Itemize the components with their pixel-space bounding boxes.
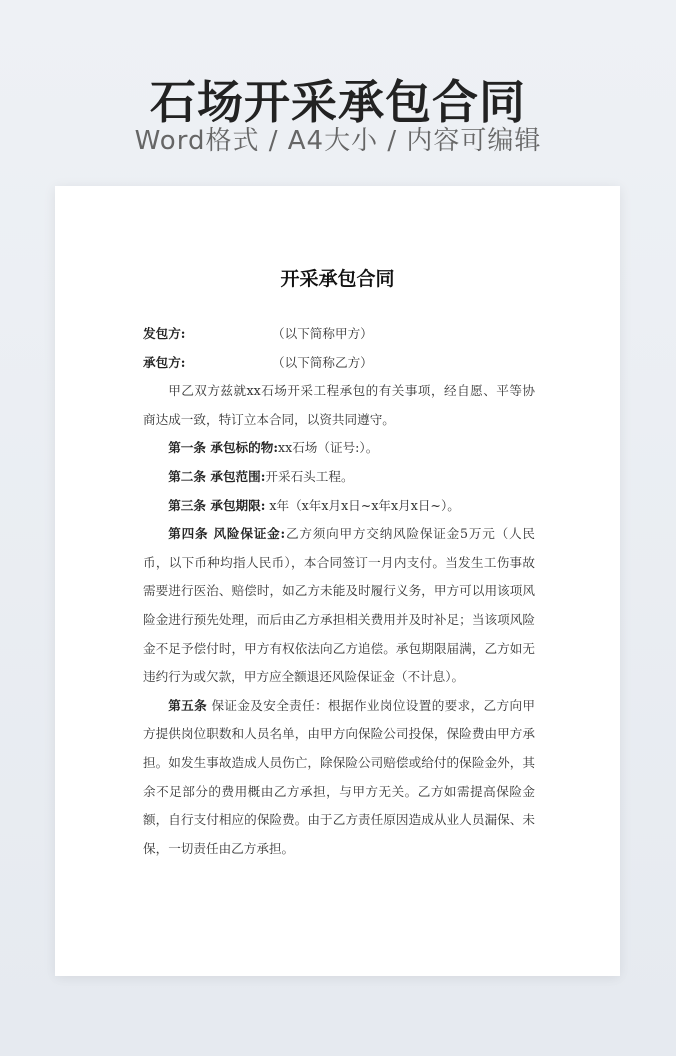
- article-body: x年（x年x月x日~x年x月x日~）。: [265, 497, 460, 513]
- article-body: xx石场（证号:）。: [277, 440, 379, 456]
- article-4: [143, 520, 535, 692]
- article-heading: 第四条 风险保证金:: [168, 526, 286, 542]
- article-heading: 第五条: [168, 697, 208, 713]
- hero-title: 石场开采承包合同: [150, 75, 526, 129]
- article-1: [143, 434, 535, 463]
- party-note: （以下简称乙方）: [272, 354, 373, 370]
- article-heading: 第三条 承包期限:: [168, 497, 266, 513]
- article-3: [143, 492, 535, 521]
- article-body: 保证金及安全责任：根据作业岗位设置的要求，乙方向甲方提供岗位职数和人员名单，由甲方向保险公司投保，保险费由甲方承担。如发生事故造成人员伤亡，除保险公司赔偿或给付的保险金外，其余不足部分的费用概由乙方承担，与甲方无关。乙方如需提高保险金额，自行支付相应的保险费。由于乙方责任原因造成从业人员漏保、未保，一切责任由乙方承担。: [143, 697, 535, 856]
- party-row-issuer: [143, 320, 535, 349]
- hero-subtitle: Word格式 / A4大小 / 内容可编辑: [134, 126, 542, 156]
- article-heading: 第一条 承包标的物:: [168, 440, 278, 456]
- article-body: 开采石头工程。: [265, 468, 354, 484]
- document-page: [55, 186, 620, 976]
- intro-paragraph: 甲乙双方兹就xx石场开采工程承包的有关事项，经自愿、平等协商达成一致，特订立本合同，以资共同遵守。: [143, 383, 535, 427]
- article-body: 乙方须向甲方交纳风险保证金5万元（人民币，以下币种均指人民币），本合同签订一月内支付。当发生工伤事故需要进行医治、赔偿时，如乙方未能及时履行义务，甲方可以用该项风险金进行预先处理，而后由乙方承担相关费用并及时补足；当该项风险金不足予偿付时，甲方有权依法向乙方追偿。承包期限届满，乙方如无违约行为或欠款，甲方应全额退还风险保证金（不计息）。: [143, 526, 535, 685]
- document-title: 开采承包合同: [280, 268, 395, 290]
- party-note: （以下简称甲方）: [272, 326, 373, 341]
- party-row-contractor: [143, 349, 535, 378]
- party-label: 发包方:: [143, 326, 186, 341]
- party-label: 承包方:: [143, 354, 186, 370]
- article-heading: 第二条 承包范围:: [168, 468, 266, 484]
- article-5: [143, 692, 535, 864]
- document-body: [143, 320, 535, 863]
- article-2: [143, 463, 535, 492]
